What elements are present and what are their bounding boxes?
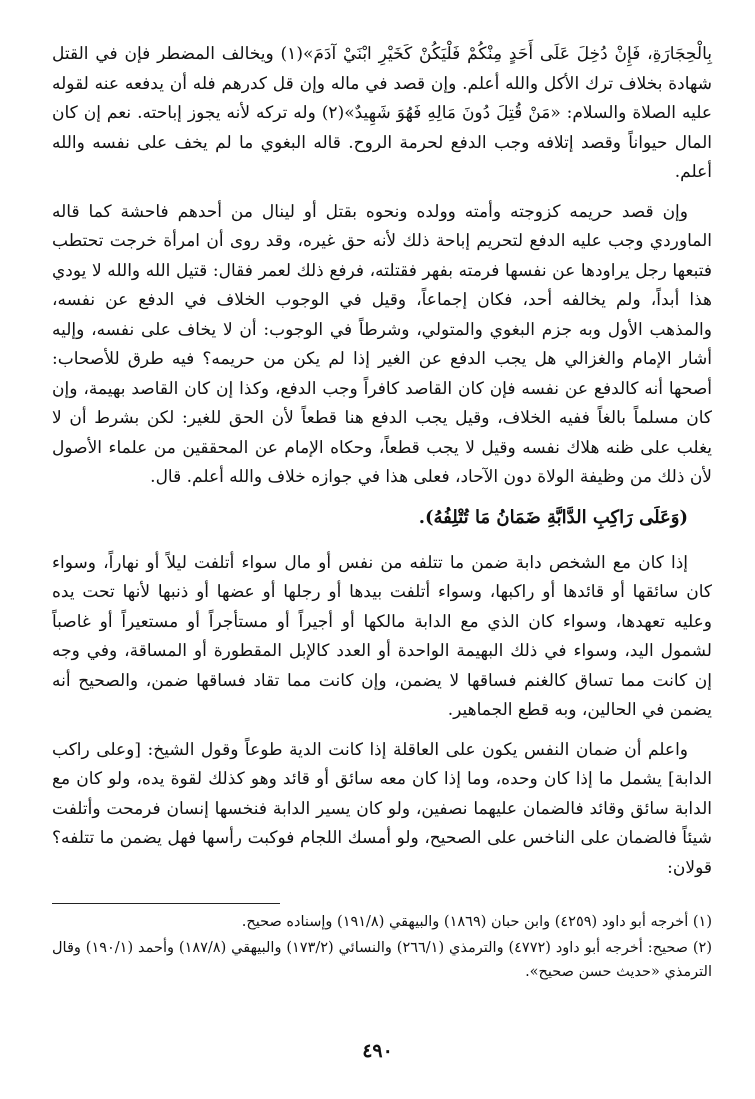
- page-body: [52, 40, 712, 883]
- footnote-2: (٢) صحيح: أخرجه أبو داود (٤٧٧٢) والترمذي (٢٦٦/١) والنسائي (١٧٣/٢) والبيهقي (١٨٧/٨) وأحمد (١٩٠/١) وقال الترمذي «حديث حسن صحيح».: [52, 940, 712, 980]
- paragraph-3: إذا كان مع الشخص دابة ضمن ما تتلفه من نفس أو مال سواء أتلفت ليلاً أو نهاراً، وسواء كان سائقها أو قائدها أو راكبها، وسواء أتلفت بيدها أو رجلها أو عضها أو ذنبها لأنها تحت يده وعليه تعهدها، وسواء كان الذي مع الدابة مالكها أو أجيراً أو مستأجراً أو مستعيراً أو غاصباً لشمول اليد، وسواء في ذلك البهيمة الواحدة أو العدد كالإبل المقطورة أو المساقة، وفي وجه إن كانت مما تساق كالغنم فساقها لا يضمن، وإن كانت مما تقاد فساقها ضمن، والصحيح أنه يضمن في الحالين، وبه قطع الجماهير.: [52, 552, 712, 720]
- paragraph-2: وإن قصد حريمه كزوجته وأمته وولده ونحوه بقتل أو لينال من أحدهم فاحشة كما قاله الماوردي وجب عليه الدفع لتحريم إباحة ذلك لأنه حق غيره، وقد روى أن امرأة خرجت تحتطب فتبعها رجل يراودها عن نفسها فرمته بفهر فقتلته، فرفع ذلك لعمر فقال: قتيل الله والله لا يودي هذا أبداً، ولم يخالفه أحد، فكان إجماعاً، وقيل في الوجوب الخلاف في الدفع عن نفسه، والمذهب الأول وبه جزم البغوي والمتولي، وشرطاً في الوجوب: أن لا يخاف على نفسه، وإليه أشار الإمام والغزالي هل يجب الدفع عن الغير إذا لم يكن من حريمه؟ فيه طرق للأصحاب: أصحها أنه كالدفع عن نفسه فإن كان القاصد كافراً وجب الدفع، وكذا إن كان القاصد بهيمة، وإن كان مسلماً بالغاً ففيه الخلاف، وقيل يجب الدفع هنا قطعاً لأن الحق للغير: لكن بشرط أن لا يغلب على ظنه هلاك نفسه وقيل لا يجب قطعاً، وحكاه الإمام عن المحققين من علماء الأصول لأن ذلك من وظيفة الولاة دون الآحاد، فعلى هذا في جوازه خلاف والله أعلم. قال.: [52, 201, 712, 487]
- page-number: ٤٩٠: [362, 1040, 393, 1062]
- paragraph-4: واعلم أن ضمان النفس يكون على العاقلة إذا كانت الدية طوعاً وقول الشيخ: [وعلى راكب الدابة] يشمل ما إذا كان وحده، وما إذا كان معه سائق أو قائد وهو كذلك لقوة يده، ولو كان مع الدابة سائق وقائد فالضمان عليهما نصفين، ولو كان يسير الدابة فنخسها إنسان فرمحت وأتلفت شيئاً فالضمان على الناخس على الصحيح، ولو أمسك اللجام فوكبت رأسها فهل يضمن ما تتلفه؟ قولان:: [52, 739, 712, 878]
- footnote-divider: [52, 903, 280, 904]
- footnote-1: (١) أخرجه أبو داود (٤٢٥٩) وابن حبان (١٨٦٩) والبيهقي (١٩١/٨) وإسناده صحيح.: [241, 914, 712, 930]
- matn-quote: (وَعَلَى رَاكِبِ الدَّابَّةِ ضَمَانُ مَا تُتْلِفُهُ).: [418, 506, 688, 528]
- paragraph-1: بِالْحِجَارَةِ، فَإِنْ دُخِلَ عَلَى أَحَدٍ مِنْكُمْ فَلْيَكُنْ كَخَيْرِ ابْنَيْ آدَمَ»(١) ويخالف المضطر فإن في القتل شهادة بخلاف ترك الأكل والله أعلم. وإن قصد في ماله وإن قل كدرهم فله أن يدفعه عنه لقوله عليه الصلاة والسلام: «مَنْ قُتِلَ دُونَ مَالِهِ فَهُوَ شَهِيدٌ»(٢) وله تركه لأنه يجوز إباحته. نعم إن كان المال حيواناً وقصد إتلافه وجب الدفع لحرمة الروح. قاله البغوي ما لم يخف على نفسه والله أعلم.: [52, 44, 712, 182]
